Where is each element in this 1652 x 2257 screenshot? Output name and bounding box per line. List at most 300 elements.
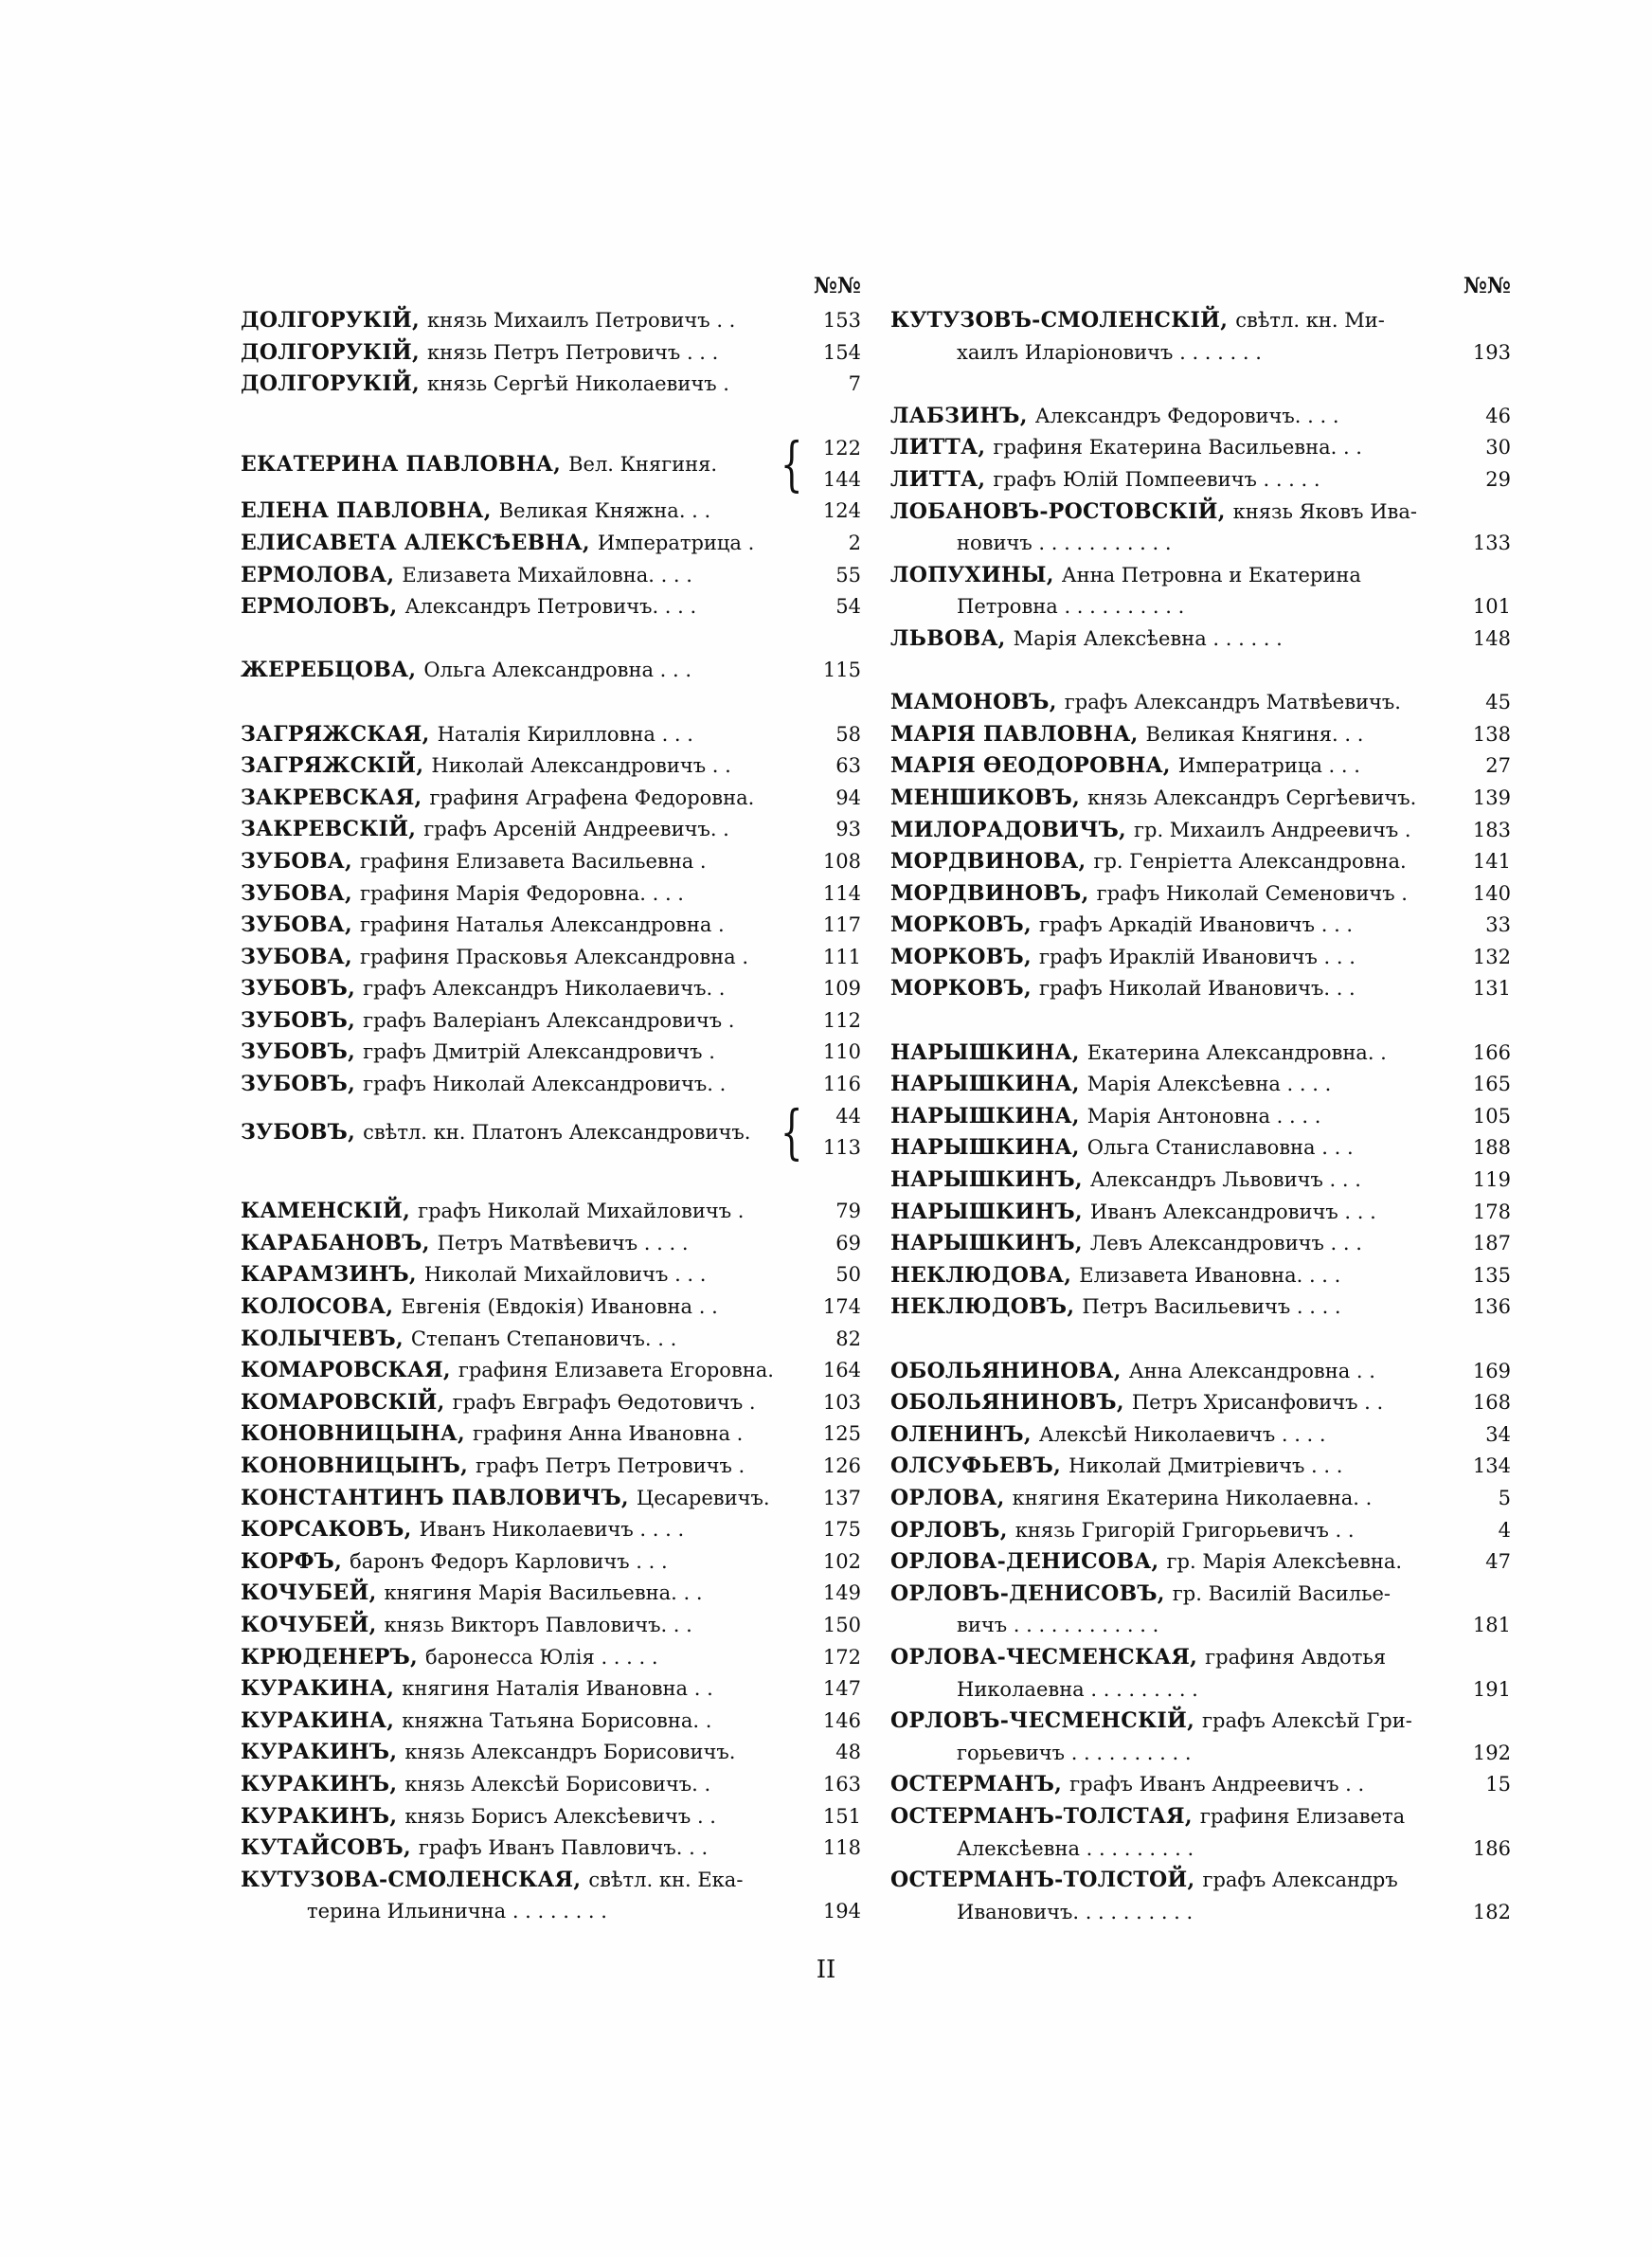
entry-name: КОНСТАНТИНЪ ПАВЛОВИЧЪ,: [241, 1485, 629, 1510]
entry-page-number: 132: [1472, 945, 1511, 968]
group-spacer: [241, 687, 861, 719]
entry-page-number: 46: [1485, 404, 1511, 427]
entry-name: ЛИТТА,: [890, 466, 986, 492]
index-entry: [890, 560, 1511, 623]
entry-name: ЛИТТА,: [890, 435, 986, 460]
entry-name: МАМОНОВЪ,: [890, 690, 1057, 715]
group-spacer: [241, 401, 861, 433]
entry-page-number: 131: [1472, 977, 1511, 1001]
entry-name: ОРЛОВА-ДЕНИСОВА,: [890, 1549, 1159, 1575]
index-entry: [890, 1101, 1511, 1133]
index-entry: [241, 1355, 861, 1387]
entry-page-number: 82: [835, 1327, 861, 1350]
entry-name: ОСТЕРМАНЪ-ТОЛСТАЯ,: [890, 1803, 1193, 1829]
entry-description: графъ Евграфъ Ѳедотовичъ .: [452, 1390, 756, 1414]
entry-name: ОБОЛЬЯНИНОВА,: [890, 1358, 1122, 1383]
entry-description: Ольга Станиславовна . . .: [1086, 1136, 1354, 1160]
entry-name: ОРЛОВЪ-ДЕНИСОВЪ,: [890, 1580, 1165, 1606]
entry-page-number: 194: [822, 1900, 861, 1923]
entry-description: баронесса Юлія . . . . .: [425, 1645, 658, 1669]
entry-name: ЗАГРЯЖСКАЯ,: [241, 721, 430, 747]
entry-continuation-line: [890, 1738, 1511, 1770]
entry-page-number: 181: [1472, 1614, 1511, 1637]
entry-name: ЛОБАНОВЪ-РОСТОВСКІЙ,: [890, 498, 1226, 524]
entry-page-number: 118: [822, 1836, 861, 1860]
index-entry: [241, 496, 861, 528]
entry-page-number: 125: [822, 1422, 861, 1446]
entry-continuation-line: [890, 1833, 1511, 1866]
entry-description: Петръ Васильевичъ . . . .: [1082, 1295, 1341, 1319]
entry-description: князь Сергѣй Николаевичъ .: [426, 372, 729, 396]
entry-first-line: [890, 560, 1511, 592]
entry-page-number: 126: [822, 1454, 861, 1477]
entry-page-number: 146: [822, 1708, 861, 1732]
entry-description: Марія Алексѣевна . . . . . .: [1013, 626, 1283, 650]
entry-description: Наталія Кирилловна . . .: [437, 722, 693, 746]
entry-page-number: 174: [822, 1295, 861, 1319]
entry-page-numbers: [816, 433, 861, 496]
index-entry: [890, 623, 1511, 656]
entry-name: ОРЛОВЪ-ЧЕСМЕНСКІЙ,: [890, 1708, 1195, 1734]
index-entry: [241, 1387, 861, 1419]
index-entry: [241, 1037, 861, 1069]
entry-page-number: 34: [1485, 1422, 1511, 1446]
index-entry: [890, 910, 1511, 942]
entry-description: князь Яковъ Ива-: [1232, 499, 1417, 523]
entry-name: ЕРМОЛОВЪ,: [241, 594, 398, 620]
group-spacer: [890, 1005, 1511, 1038]
entry-name: МИЛОРАДОВИЧЪ,: [890, 817, 1127, 842]
group-spacer: [241, 1165, 861, 1197]
index-entry: [241, 1196, 861, 1228]
entry-description: свѣтл. кн. Ека-: [588, 1868, 744, 1891]
entry-name: КАМЕНСКІЙ,: [241, 1199, 411, 1224]
entry-continuation-line: [890, 1897, 1511, 1929]
entry-page-number: 30: [1485, 436, 1511, 460]
index-entry: [241, 1642, 861, 1674]
entry-page-number: 138: [1472, 722, 1511, 746]
entry-name: НАРЫШКИНА,: [890, 1135, 1080, 1161]
index-entry: [241, 1418, 861, 1451]
entry-name: НЕКЛЮДОВА,: [890, 1262, 1072, 1288]
entry-page-number: 169: [1472, 1359, 1511, 1382]
entry-page-number: 135: [1472, 1263, 1511, 1287]
index-entry: [241, 1097, 861, 1167]
index-entry: [241, 1865, 861, 1928]
entry-first-line: [890, 1801, 1511, 1833]
entry-name: МАРІЯ ПАВЛОВНА,: [890, 721, 1139, 747]
index-entry: [241, 337, 861, 370]
entry-description: графиня Аграфена Федоровна.: [429, 785, 755, 809]
entry-description: Евгенія (Евдокія) Ивановна . .: [401, 1295, 718, 1319]
index-entry: [890, 1706, 1511, 1769]
index-entry: [241, 1514, 861, 1546]
entry-page-number: 172: [822, 1645, 861, 1669]
entry-name: КОРФЪ,: [241, 1548, 343, 1574]
entry-name: ДОЛГОРУКІЙ,: [241, 371, 420, 397]
entry-description: графиня Авдотья: [1205, 1645, 1387, 1669]
entry-page-number: 122: [822, 436, 861, 460]
entry-description: графъ Арсеній Андреевичъ. .: [423, 818, 729, 841]
entry-page-number: 113: [822, 1136, 861, 1160]
brace-glyph: {: [780, 428, 803, 498]
entry-description: княгиня Марія Васильевна. . .: [384, 1581, 703, 1605]
entry-page-number: 140: [1472, 881, 1511, 905]
index-entry: [890, 973, 1511, 1005]
entry-description: Вел. Княгиня.: [568, 452, 718, 476]
entry-description: Елизавета Михайловна. . . .: [402, 563, 692, 587]
entry-continuation: Ивановичъ. . . . . . . . . .: [957, 1900, 1194, 1923]
index-entry: [241, 1769, 861, 1801]
entry-name: ОСТЕРМАНЪ-ТОЛСТОЙ,: [890, 1868, 1195, 1893]
entry-description: князь Петръ Петровичъ . . .: [426, 340, 719, 364]
entry-name: НАРЫШКИНЪ,: [890, 1199, 1083, 1224]
entry-page-number: 45: [1485, 691, 1511, 714]
entry-description: Александръ Петровичъ. . . .: [404, 595, 697, 619]
right-column: [890, 267, 1511, 1928]
entry-description: Великая Княжна. . .: [498, 499, 711, 523]
entry-page-number: 149: [822, 1581, 861, 1605]
entry-description: графиня Анна Ивановна .: [472, 1422, 744, 1446]
entry-page-number: 102: [822, 1549, 861, 1573]
group-spacer: [890, 1324, 1511, 1356]
entry-name: КРЮДЕНЕРЪ,: [241, 1644, 419, 1670]
index-entry: [890, 878, 1511, 911]
entry-continuation: Петровна . . . . . . . . . .: [957, 595, 1185, 619]
index-entry: [241, 1737, 861, 1769]
entry-page-number: 191: [1472, 1677, 1511, 1701]
entry-name: ЗУБОВЪ,: [241, 1072, 356, 1097]
entry-description: графъ Николай Семеновичъ .: [1096, 881, 1408, 905]
entry-description: свѣтл. кн. Ми-: [1235, 309, 1385, 332]
entry-page-number: 163: [822, 1772, 861, 1796]
group-spacer: [890, 369, 1511, 401]
index-entry: [890, 1038, 1511, 1070]
entry-description: Степанъ Степановичъ. . .: [410, 1327, 677, 1350]
index-entry: [241, 719, 861, 751]
entry-name: ЗУБОВЪ,: [241, 1120, 356, 1146]
entry-description: Петръ Хрисанфовичъ . .: [1131, 1391, 1384, 1415]
index-entry: [241, 814, 861, 846]
index-entry: [890, 1387, 1511, 1419]
index-entry: [890, 464, 1511, 497]
entry-page-number: 119: [1472, 1168, 1511, 1192]
entry-continuation-line: [890, 1674, 1511, 1706]
entry-description: Алексѣй Николаевичъ . . . .: [1038, 1422, 1326, 1446]
index-entry: [241, 942, 861, 974]
index-entry: [890, 1642, 1511, 1706]
entry-name: ОСТЕРМАНЪ,: [890, 1772, 1063, 1797]
entry-page-number: 136: [1472, 1295, 1511, 1319]
entry-name: КОМАРОВСКАЯ,: [241, 1358, 451, 1383]
entry-page-numbers: [816, 1101, 861, 1164]
entry-name: КОЧУБЕЙ,: [241, 1612, 377, 1637]
entry-name: ЛАБЗИНЪ,: [890, 403, 1028, 428]
index-entry: [241, 1610, 861, 1642]
entry-description: графъ Николай Александровичъ. .: [363, 1073, 727, 1096]
entry-page-number: 188: [1472, 1136, 1511, 1160]
entry-name: ЕРМОЛОВА,: [241, 562, 395, 587]
entry-name: НАРЫШКИНА,: [890, 1039, 1080, 1065]
entry-page-number: 153: [822, 309, 861, 332]
entry-page-number: 79: [835, 1200, 861, 1223]
entry-name: ЗАКРЕВСКІЙ,: [241, 817, 417, 842]
entry-page-number: 141: [1472, 850, 1511, 874]
index-entry: [890, 1260, 1511, 1292]
entry-name: НАРЫШКИНА,: [890, 1103, 1080, 1128]
entry-page-number: 134: [1472, 1454, 1511, 1478]
entry-description: Елизавета Ивановна. . . .: [1079, 1263, 1341, 1287]
entry-page-number: 116: [822, 1073, 861, 1096]
entry-first-line: [890, 1706, 1511, 1738]
index-entry: [241, 1291, 861, 1324]
entry-name: ЗУБОВА,: [241, 944, 352, 969]
entry-description: графъ Александръ Матвѣевичъ.: [1064, 691, 1401, 714]
entry-page-number: 183: [1472, 818, 1511, 841]
entry-page-number: 187: [1472, 1232, 1511, 1255]
entry-description: Императрица . . .: [1177, 754, 1360, 778]
entry-name: ЖЕРЕБЦОВА,: [241, 658, 417, 683]
index-entry: [890, 1546, 1511, 1579]
entry-name: МОРКОВЪ,: [890, 944, 1032, 969]
entry-description: князь Борисъ Алексѣевичъ . .: [404, 1804, 716, 1828]
index-entry: [241, 528, 861, 560]
entry-name: ЛЬВОВА,: [890, 625, 1006, 651]
index-entry: [241, 878, 861, 911]
index-entry: [890, 1069, 1511, 1101]
entry-name: НАРЫШКИНЪ,: [890, 1231, 1083, 1256]
entry-description: Марія Алексѣевна . . . .: [1086, 1073, 1332, 1096]
entry-description: графъ Николай Ивановичъ. . .: [1038, 977, 1356, 1001]
entry-page-number: 111: [822, 945, 861, 968]
entry-page-number: 69: [835, 1231, 861, 1255]
index-entry: [241, 428, 861, 498]
entry-description: князь Алексѣй Борисовичъ. .: [404, 1772, 711, 1796]
entry-name: МОРДВИНОВЪ,: [890, 880, 1089, 906]
index-entry: [241, 1069, 861, 1101]
entry-description: гр. Марія Алексѣевна.: [1166, 1550, 1403, 1574]
entry-name: МАРІЯ ѲЕОДОРОВНА,: [890, 753, 1171, 779]
entry-name: МЕНШИКОВЪ,: [890, 785, 1081, 810]
entry-page-number: 114: [822, 881, 861, 905]
entry-page-number: 58: [835, 722, 861, 746]
entry-continuation: Алексѣевна . . . . . . . . .: [957, 1836, 1194, 1860]
index-entry: [241, 655, 861, 687]
entry-description: князь Викторъ Павловичъ. . .: [384, 1613, 692, 1636]
entry-page-number: 117: [822, 913, 861, 937]
entry-description: баронъ Федоръ Карловичъ . . .: [350, 1549, 668, 1573]
entry-description: князь Михаилъ Петровичъ . .: [426, 309, 736, 332]
entry-name: ЕЛИСАВЕТА АЛЕКСѢЕВНА,: [241, 530, 590, 555]
entry-description: Екатерина Александровна. .: [1086, 1040, 1387, 1064]
entry-name: ОРЛОВЪ,: [890, 1517, 1008, 1543]
entry-name: КОРСАКОВЪ,: [241, 1517, 412, 1543]
index-entry: [890, 305, 1511, 369]
entry-page-number: 47: [1485, 1550, 1511, 1574]
entry-continuation-line: [890, 591, 1511, 623]
entry-page-number: 148: [1472, 626, 1511, 650]
index-entry: [890, 1356, 1511, 1388]
index-entry: [890, 1165, 1511, 1197]
entry-page-number: 5: [1498, 1486, 1511, 1509]
entry-page-number: 186: [1472, 1836, 1511, 1860]
index-entry: [890, 1419, 1511, 1452]
entry-page-number: 93: [835, 818, 861, 841]
right-entries: [890, 305, 1511, 1928]
entry-description: графъ Ираклій Ивановичъ . . .: [1038, 945, 1356, 968]
index-entry: [890, 1228, 1511, 1260]
entry-page-number: 110: [822, 1040, 861, 1064]
left-entries: [241, 305, 861, 1928]
entry-page-number: 29: [1485, 467, 1511, 491]
entry-page-number: 15: [1485, 1773, 1511, 1797]
entry-first-line: [890, 1579, 1511, 1611]
entry-page-number: 7: [848, 372, 861, 396]
index-entry: [241, 305, 861, 337]
entry-continuation-line: [890, 337, 1511, 370]
entry-description: Николай Михайловичъ . . .: [423, 1263, 707, 1287]
entry-description: княгиня Екатерина Николаевна. .: [1012, 1486, 1373, 1509]
entry-first-line: [241, 1865, 861, 1897]
entry-continuation: новичъ . . . . . . . . . . .: [957, 532, 1172, 555]
index-entry: [241, 846, 861, 878]
entry-description: графъ Дмитрій Александровичъ .: [363, 1040, 715, 1064]
entry-description: графиня Марія Федоровна. . . .: [359, 881, 684, 905]
index-entry: [241, 1005, 861, 1038]
entry-name: КАРАБАНОВЪ,: [241, 1230, 430, 1255]
entry-page-number: 108: [822, 849, 861, 873]
brace-glyph: {: [780, 1097, 803, 1167]
entry-name: КОМАРОВСКІЙ,: [241, 1389, 445, 1415]
entry-description: графъ Аркадій Ивановичъ . . .: [1038, 913, 1354, 937]
index-entry: [890, 1769, 1511, 1801]
entry-page-number: 147: [822, 1677, 861, 1701]
entry-first-line: [890, 305, 1511, 337]
entry-name: НЕКЛЮДОВЪ,: [890, 1294, 1075, 1320]
group-spacer: [890, 656, 1511, 688]
index-entry: [890, 1515, 1511, 1547]
index-entry: [241, 1833, 861, 1865]
entry-name: ДОЛГОРУКІЙ,: [241, 339, 420, 365]
entry-name: КУТАЙСОВЪ,: [241, 1835, 411, 1861]
index-entry: [241, 1706, 861, 1738]
entry-name: НАРЫШКИНЪ,: [890, 1167, 1083, 1193]
index-entry: [241, 1673, 861, 1706]
entry-page-number: 48: [835, 1741, 861, 1764]
entry-name: ОРЛОВА,: [890, 1485, 1005, 1510]
entry-name: ОРЛОВА-ЧЕСМЕНСКАЯ,: [890, 1644, 1198, 1670]
page-folio: II: [816, 1956, 836, 1984]
entry-name: КУРАКИНА,: [241, 1676, 395, 1702]
entry-page-number: 193: [1472, 340, 1511, 364]
entry-page-number: 168: [1472, 1391, 1511, 1415]
entry-description: Анна Петровна и Екатерина: [1061, 563, 1361, 587]
entry-description: Александръ Львовичъ . . .: [1089, 1168, 1361, 1192]
index-entry: [890, 1197, 1511, 1229]
entry-description: графъ Александръ: [1202, 1869, 1398, 1892]
group-spacer: [241, 623, 861, 656]
entry-description: Иванъ Николаевичъ . . . .: [419, 1518, 685, 1542]
index-entry: [890, 750, 1511, 783]
entry-description: гр. Василій Василье-: [1172, 1581, 1392, 1605]
index-entry: [241, 1483, 861, 1515]
index-entry: [890, 719, 1511, 751]
entry-name: ДОЛГОРУКІЙ,: [241, 308, 420, 333]
entry-description: Николай Дмитріевичъ . . .: [1068, 1454, 1343, 1478]
entry-description: Императрица .: [597, 531, 755, 554]
index-entry: [241, 1546, 861, 1579]
entry-page-number: 175: [822, 1518, 861, 1542]
column-number-mark: №№: [1463, 273, 1511, 298]
entry-description: гр. Генріетта Александровна.: [1093, 850, 1407, 874]
entry-description: княгиня Наталія Ивановна . .: [402, 1677, 713, 1701]
entry-page-number: 4: [1498, 1518, 1511, 1542]
index-entry: [241, 973, 861, 1005]
entry-name: ЗУБОВА,: [241, 880, 352, 906]
entry-description: графъ Петръ Петровичъ .: [476, 1454, 745, 1477]
entry-description: графиня Елизавета Васильевна .: [359, 849, 707, 873]
entry-description: графиня Елизавета: [1199, 1804, 1406, 1828]
entry-name: КОЛЫЧЕВЪ,: [241, 1326, 404, 1351]
entry-description: графъ Юлій Помпеевичъ . . . . .: [993, 467, 1320, 491]
entry-page-number: 137: [822, 1486, 861, 1509]
entry-continuation: терина Ильинична . . . . . . . .: [307, 1900, 607, 1923]
entry-description: графъ Александръ Николаевичъ. .: [363, 977, 726, 1001]
index-entry: [890, 401, 1511, 433]
index-entry: [241, 910, 861, 942]
entry-name: МОРКОВЪ,: [890, 976, 1032, 1002]
entry-description: Марія Антоновна . . . .: [1086, 1104, 1321, 1128]
entry-description: княжна Татьяна Борисовна. .: [402, 1708, 712, 1732]
entry-description: графъ Валеріанъ Александровичъ .: [363, 1008, 735, 1032]
entry-page-number: 139: [1472, 785, 1511, 809]
entry-name: ОБОЛЬЯНИНОВЪ,: [890, 1390, 1124, 1416]
index-entry: [241, 1228, 861, 1260]
index-entry: [890, 783, 1511, 815]
entry-page-number: 27: [1485, 754, 1511, 778]
entry-name: ЗУБОВЪ,: [241, 976, 356, 1002]
entry-continuation: горьевичъ . . . . . . . . . .: [957, 1741, 1192, 1764]
entry-name: МОРКОВЪ,: [890, 912, 1032, 938]
index-entry: [890, 1483, 1511, 1515]
entry-description: Иванъ Александровичъ . . .: [1089, 1200, 1376, 1223]
entry-name: КУРАКИНА,: [241, 1707, 395, 1733]
index-entry: [241, 1324, 861, 1356]
entry-page-number: 192: [1472, 1741, 1511, 1764]
entry-page-number: 94: [835, 785, 861, 809]
index-entry: [241, 1801, 861, 1833]
entry-description: графиня Екатерина Васильевна. . .: [993, 436, 1362, 460]
left-column: [241, 267, 861, 1928]
entry-name: ЗУБОВА,: [241, 912, 352, 938]
entry-page-number: 154: [822, 340, 861, 364]
entry-first-line: [890, 1642, 1511, 1674]
entry-page-number: 115: [822, 659, 861, 682]
entry-page-number: 109: [822, 977, 861, 1001]
entry-name: ЗУБОВЪ,: [241, 1039, 356, 1065]
entry-name: ЗАКРЕВСКАЯ,: [241, 785, 422, 810]
entry-description: князь Александръ Борисовичъ.: [404, 1741, 736, 1764]
entry-page-number: 101: [1472, 595, 1511, 619]
entry-page-number: 105: [1472, 1104, 1511, 1128]
entry-description: Николай Александровичъ . .: [431, 754, 731, 778]
entry-name: КОЧУБЕЙ,: [241, 1580, 377, 1606]
entry-page-number: 112: [822, 1008, 861, 1032]
entry-page-number: 63: [835, 754, 861, 778]
entry-page-number: 44: [835, 1105, 861, 1128]
index-entry: [890, 687, 1511, 719]
entry-name: КУРАКИНЪ,: [241, 1740, 398, 1765]
